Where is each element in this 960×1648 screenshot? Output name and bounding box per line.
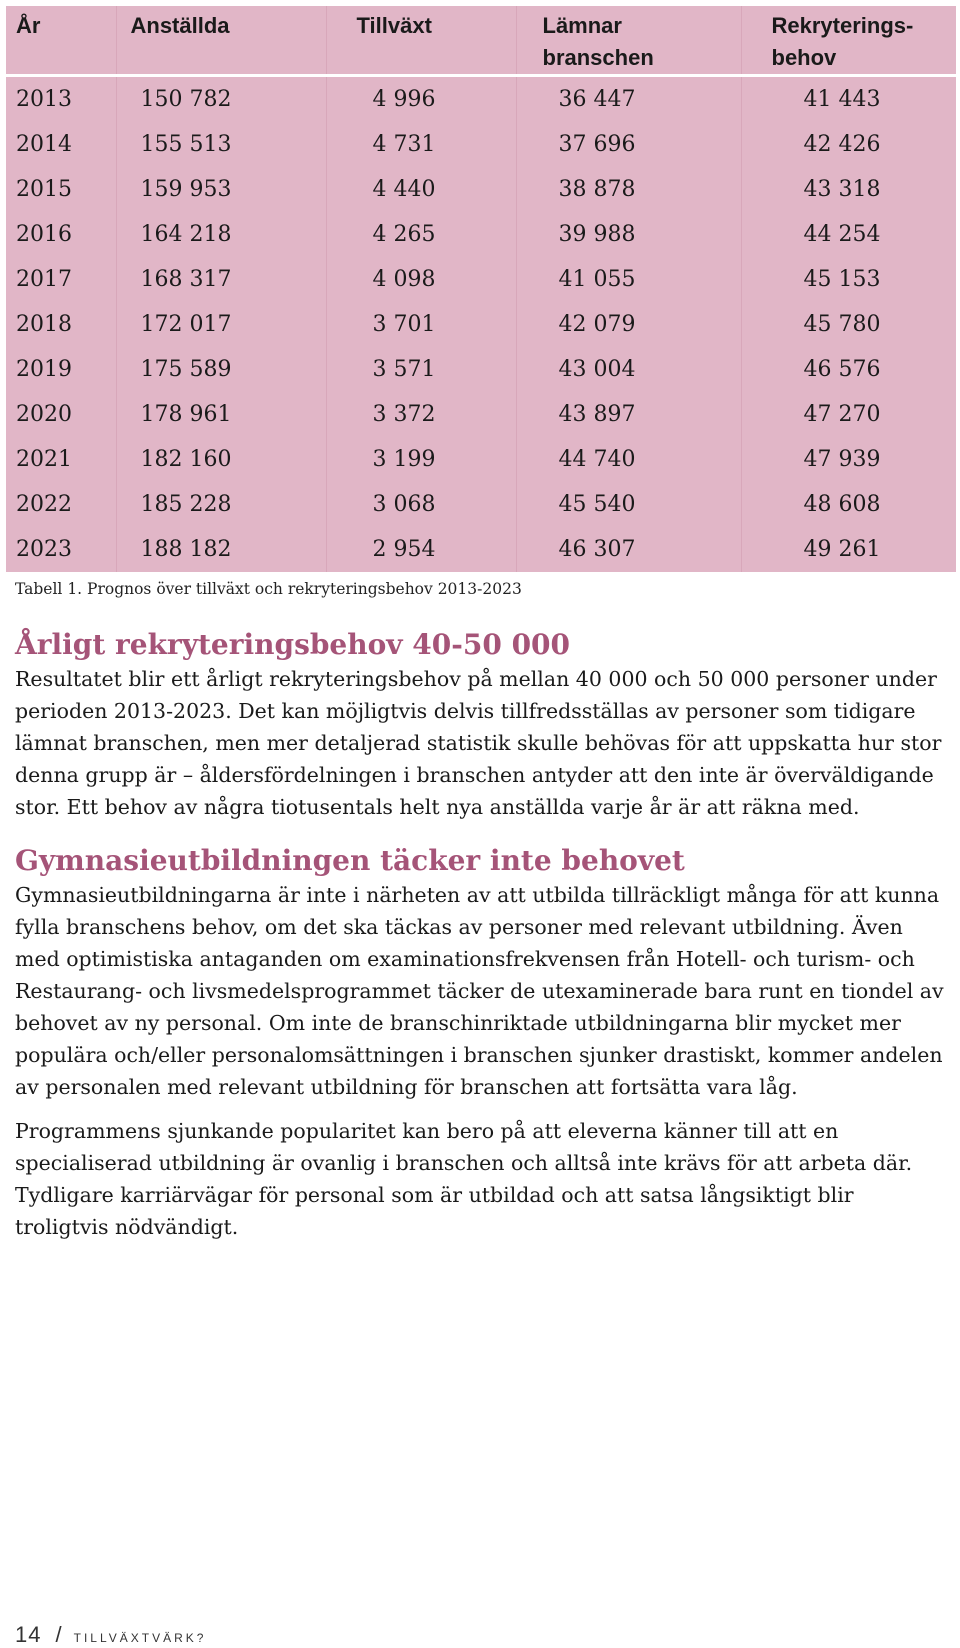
cell-year: 2022 <box>6 482 116 527</box>
section-heading-annual-recruitment: Årligt rekryteringsbehov 40-50 000 <box>15 628 571 661</box>
cell-recruitment-need: 42 426 <box>803 132 881 157</box>
table-row <box>6 302 956 347</box>
cell-recruitment-need: 47 939 <box>803 447 881 472</box>
cell-recruitment-need: 44 254 <box>803 222 881 247</box>
table-row <box>6 212 956 257</box>
cell-year: 2015 <box>6 167 116 212</box>
cell-leaving-industry: 43 004 <box>516 347 741 392</box>
cell-leaving-industry: 39 988 <box>516 212 741 257</box>
cell-year: 2019 <box>6 347 116 392</box>
page-number: 14 <box>15 1622 42 1647</box>
cell-recruitment-need: 47 270 <box>803 402 881 427</box>
cell-employees: 188 182 <box>116 527 326 572</box>
table-row <box>6 347 956 392</box>
cell-year: 2021 <box>6 437 116 482</box>
cell-recruitment-need: 41 443 <box>803 87 881 112</box>
table-caption: Tabell 1. Prognos över tillväxt och rekryteringsbehov 2013-2023 <box>15 580 522 598</box>
cell-growth: 4 996 <box>326 76 516 123</box>
cell-leaving-industry: 42 079 <box>516 302 741 347</box>
cell-leaving-industry: 44 740 <box>516 437 741 482</box>
cell-employees: 185 228 <box>116 482 326 527</box>
cell-growth: 3 571 <box>326 347 516 392</box>
table-row <box>6 482 956 527</box>
cell-employees: 182 160 <box>116 437 326 482</box>
table-header <box>6 6 956 76</box>
cell-growth: 4 731 <box>326 122 516 167</box>
column-header-employees: Anställda <box>116 6 326 76</box>
body-content <box>15 627 945 1243</box>
column-header-year: År <box>6 6 116 76</box>
page-footer <box>15 1622 207 1647</box>
cell-recruitment-need: 45 153 <box>803 267 881 292</box>
cell-recruitment-need: 49 261 <box>803 537 881 562</box>
column-header-growth: Tillväxt <box>326 6 516 76</box>
cell-year: 2017 <box>6 257 116 302</box>
cell-year: 2018 <box>6 302 116 347</box>
cell-employees: 178 961 <box>116 392 326 437</box>
column-header-leaving-industry: Lämnar branschen <box>516 6 741 76</box>
cell-recruitment-need: 48 608 <box>803 492 881 517</box>
cell-growth: 4 098 <box>326 257 516 302</box>
cell-growth: 4 440 <box>326 167 516 212</box>
cell-recruitment-need: 43 318 <box>803 177 881 202</box>
cell-employees: 172 017 <box>116 302 326 347</box>
publication-name: TILLVÄXTVÄRK? <box>73 1631 207 1645</box>
cell-recruitment-need: 46 576 <box>803 357 881 382</box>
cell-year: 2013 <box>6 76 116 123</box>
table-row <box>6 527 956 572</box>
table-row <box>6 167 956 212</box>
cell-leaving-industry: 43 897 <box>516 392 741 437</box>
footer-separator: / <box>55 1622 62 1647</box>
cell-employees: 159 953 <box>116 167 326 212</box>
cell-year: 2020 <box>6 392 116 437</box>
cell-year: 2023 <box>6 527 116 572</box>
table-row <box>6 257 956 302</box>
cell-growth: 2 954 <box>326 527 516 572</box>
section-heading-upper-secondary: Gymnasieutbildningen täcker inte behovet <box>15 844 685 877</box>
cell-growth: 3 199 <box>326 437 516 482</box>
paragraph-upper-secondary-2: Programmens sjunkande popularitet kan bero på att eleverna känner till att en specialiserad utbildning är ovanlig i branschen och alltså inte krävs för att arbeta där. Tydligare karriärvägar för personal som är utbildad och att satsa långsiktigt blir troligtvis nödvändigt. <box>15 1119 913 1239</box>
paragraph-upper-secondary-1: Gymnasieutbildningarna är inte i närheten av att utbilda tillräckligt många för att kunna fylla branschens behov, om det ska täckas av personer med relevant utbildning. Även med optimistiska antaganden om examinationsfrekvensen från Hotell- och turism- och Restaurang- och livsmedelsprogrammet täcker de utexaminerade bara runt en tiondel av behovet av ny personal. Om inte de branschinriktade utbildningarna blir mycket mer populära och/eller personalomsättningen i branschen sjunker drastiskt, kommer andelen av personalen med relevant utbildning för branschen att fortsätta vara låg. <box>15 883 944 1099</box>
table-body <box>6 76 956 573</box>
cell-growth: 3 372 <box>326 392 516 437</box>
cell-growth: 3 068 <box>326 482 516 527</box>
cell-year: 2016 <box>6 212 116 257</box>
cell-leaving-industry: 37 696 <box>516 122 741 167</box>
paragraph-annual-recruitment: Resultatet blir ett årligt rekryteringsbehov på mellan 40 000 och 50 000 personer under perioden 2013-2023. Det kan möjligtvis delvis tillfredsställas av personer som tidigare lämnat branschen, men mer detaljerad statistik skulle behövas för att uppskatta hur stor denna grupp är – åldersfördelningen i branschen antyder att den inte är överväldigande stor. Ett behov av några tiotusentals helt nya anställda varje år är att räkna med. <box>15 667 942 819</box>
cell-growth: 3 701 <box>326 302 516 347</box>
cell-leaving-industry: 38 878 <box>516 167 741 212</box>
cell-leaving-industry: 45 540 <box>516 482 741 527</box>
cell-leaving-industry: 36 447 <box>516 76 741 123</box>
cell-growth: 4 265 <box>326 212 516 257</box>
cell-employees: 168 317 <box>116 257 326 302</box>
cell-employees: 150 782 <box>116 76 326 123</box>
table-row <box>6 437 956 482</box>
table-row <box>6 392 956 437</box>
forecast-table <box>6 6 956 572</box>
table-row <box>6 122 956 167</box>
cell-year: 2014 <box>6 122 116 167</box>
cell-recruitment-need: 45 780 <box>803 312 881 337</box>
cell-employees: 155 513 <box>116 122 326 167</box>
column-header-recruitment-need: Rekryterings- behov <box>741 6 956 76</box>
cell-leaving-industry: 41 055 <box>516 257 741 302</box>
table-row <box>6 76 956 123</box>
table-header-row <box>6 6 956 76</box>
cell-employees: 175 589 <box>116 347 326 392</box>
cell-leaving-industry: 46 307 <box>516 527 741 572</box>
cell-employees: 164 218 <box>116 212 326 257</box>
